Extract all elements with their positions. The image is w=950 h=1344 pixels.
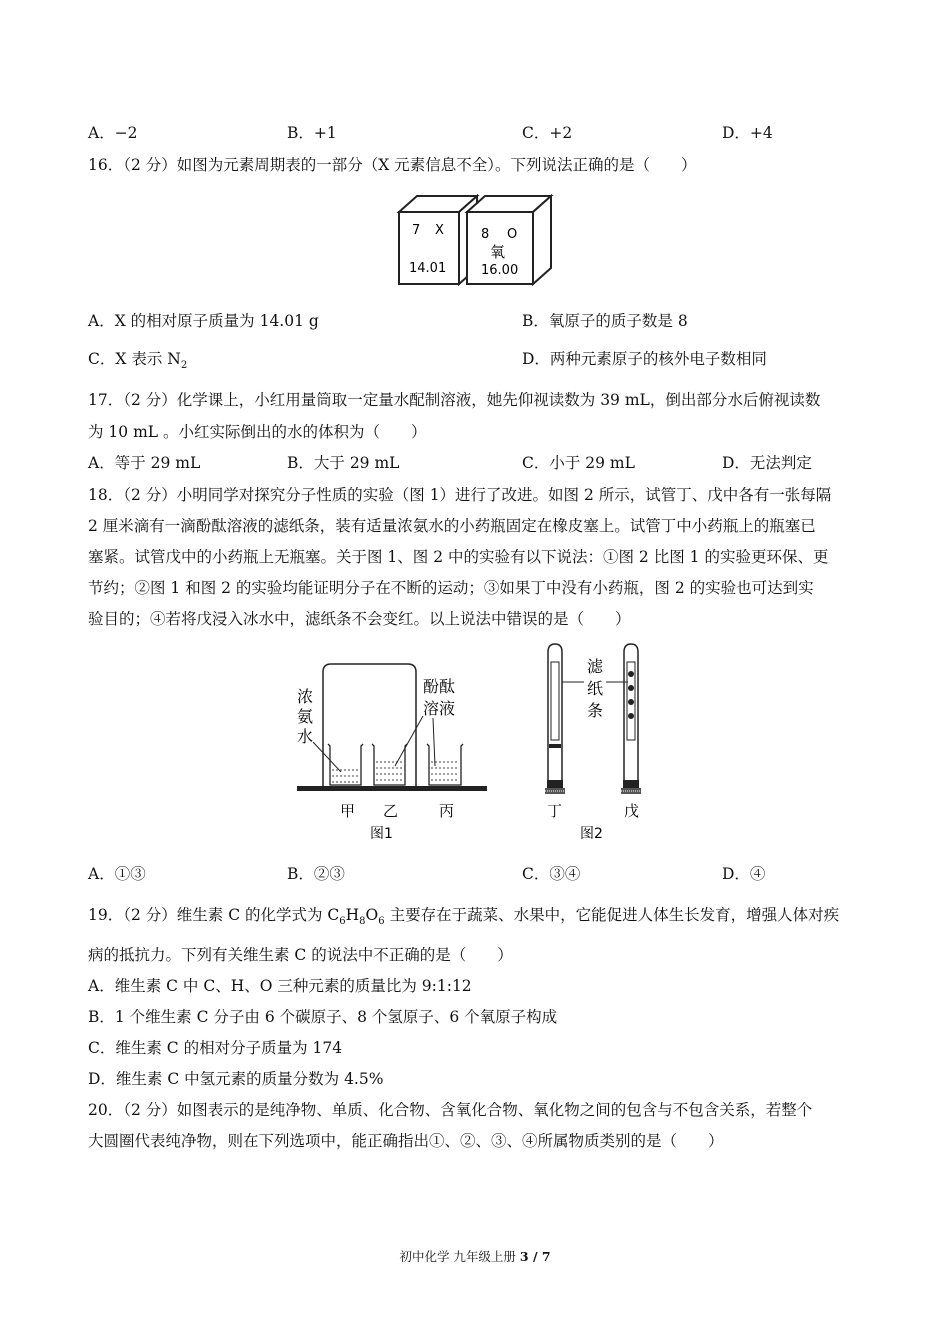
q19-option-d: D．维生素 C 中氢元素的质量分数为 4.5%	[88, 1070, 384, 1088]
q19-option-c: C．维生素 C 的相对分子质量为 174	[88, 1039, 343, 1057]
fig1-beaker-yi: 乙	[383, 802, 399, 820]
q15-option-c: C．+2	[522, 124, 573, 142]
q19-option-a: A．维生素 C 中 C、H、O 三种元素的质量比为 9:1:12	[88, 977, 472, 995]
q17-option-a: A．等于 29 mL	[88, 454, 201, 472]
page-footer: 初中化学 九年级上册 3 / 7	[399, 1249, 551, 1264]
q16-option-d: D．两种元素原子的核外电子数相同	[522, 350, 767, 368]
fig1-label-phenol-2: 溶液	[423, 699, 456, 718]
q17-stem-line2: 为 10 mL 。小红实际倒出的水的体积为（ ）	[88, 423, 427, 441]
periodic-table-figure	[395, 190, 555, 290]
q16-option-b: B．氧原子的质子数是 8	[522, 312, 688, 330]
fig1-caption: 图1	[370, 826, 393, 842]
q16-stem: 16．（2 分）如图为元素周期表的一部分（X 元素信息不全）。下列说法正确的是（ ）	[88, 156, 697, 174]
q18-stem-line2: 2 厘米滴有一滴酚酞溶液的滤纸条，装有适量浓氨水的小药瓶固定在橡皮塞上。试管丁中小药瓶上的瓶塞已	[88, 517, 816, 535]
q16-option-c: C．X 表示 $N_2$	[88, 350, 188, 371]
fig1-label-ammonia-2: 氨	[297, 707, 314, 726]
fig1-beaker-jia: 甲	[340, 802, 356, 820]
q18-option-b: B．②③	[287, 865, 345, 883]
q18-stem-line5: 验目的；④若将戊浸入冰水中，滤纸条不会变红。以上说法中错误的是（ ）	[88, 610, 631, 628]
fig2-label-filter-1: 滤	[587, 657, 604, 676]
fig1-label-ammonia-1: 浓	[297, 687, 314, 706]
figure-2-test-tubes	[540, 642, 680, 848]
fig2-tube-wu: 戊	[624, 802, 640, 820]
cell2-symbol: O	[507, 227, 518, 242]
q15-option-b: B．+1	[287, 124, 337, 142]
q18-stem-line3: 塞紧。试管戊中的小药瓶上无瓶塞。关于图 1、图 2 中的实验有以下说法：①图 2 比图 1 的实验更环保、更	[88, 548, 829, 566]
cell2-name: 氧	[490, 243, 506, 261]
fig2-label-filter-2: 纸	[587, 679, 604, 698]
fig1-beaker-bing: 丙	[439, 802, 455, 820]
q20-stem-line1: 20．（2 分）如图表示的是纯净物、单质、化合物、含氧化合物、氧化物之间的包含与不包含关系，若整个	[88, 1101, 813, 1119]
q18-option-c: C．③④	[522, 865, 581, 883]
q17-option-b: B．大于 29 mL	[287, 454, 400, 472]
q15-option-d: D．+4	[722, 124, 773, 142]
fig1-label-ammonia-3: 水	[297, 727, 314, 746]
fig2-tube-ding: 丁	[547, 802, 563, 820]
fig1-label-phenol-1: 酚酞	[423, 677, 456, 696]
cell1-mass: 14.01	[409, 261, 447, 276]
q19-stem-line1: 19．（2 分）维生素 C 的化学式为 $C_6H_8O_6$ 主要存在于蔬菜、水果中，它能促进人体生长发育，增强人体对疾	[88, 906, 840, 927]
q18-stem-line4: 节约；②图 1 和图 2 的实验均能证明分子在不断的运动；③如果丁中没有小药瓶，图 2 的实验也可达到实	[88, 579, 814, 597]
figure-1-beakers	[295, 658, 490, 848]
fig2-label-filter-3: 条	[587, 701, 604, 720]
q18-stem-line1: 18．（2 分）小明同学对探究分子性质的实验（图 1）进行了改进。如图 2 所示，试管丁、戊中各有一张每隔	[88, 486, 832, 504]
cell2-number: 8	[481, 227, 490, 242]
cell1-number: 7	[412, 223, 421, 238]
q17-option-d: D．无法判定	[722, 454, 812, 472]
q19-option-b: B．1 个维生素 C 分子由 6 个碳原子、8 个氢原子、6 个氧原子构成	[88, 1008, 558, 1026]
q19-stem-line2: 病的抵抗力。下列有关维生素 C 的说法中不正确的是（ ）	[88, 946, 513, 964]
q18-option-a: A．①③	[88, 865, 146, 883]
q18-option-d: D．④	[722, 865, 766, 883]
q17-stem-line1: 17．（2 分）化学课上，小红用量筒取一定量水配制溶液，她先仰视读数为 39 mL，倒出部分水后俯视读数	[88, 391, 821, 409]
q20-stem-line2: 大圆圈代表纯净物，则在下列选项中，能正确指出①、②、③、④所属物质类别的是（ ）	[88, 1132, 724, 1150]
page-number: 3 / 7	[519, 1249, 551, 1264]
q17-option-c: C．小于 29 mL	[522, 454, 635, 472]
q15-option-a: A．−2	[88, 124, 138, 142]
cell2-mass: 16.00	[481, 263, 519, 278]
q16-option-a: A．X 的相对原子质量为 14.01 g	[88, 312, 319, 330]
cell1-symbol: X	[435, 223, 444, 238]
fig2-caption: 图2	[580, 826, 603, 842]
